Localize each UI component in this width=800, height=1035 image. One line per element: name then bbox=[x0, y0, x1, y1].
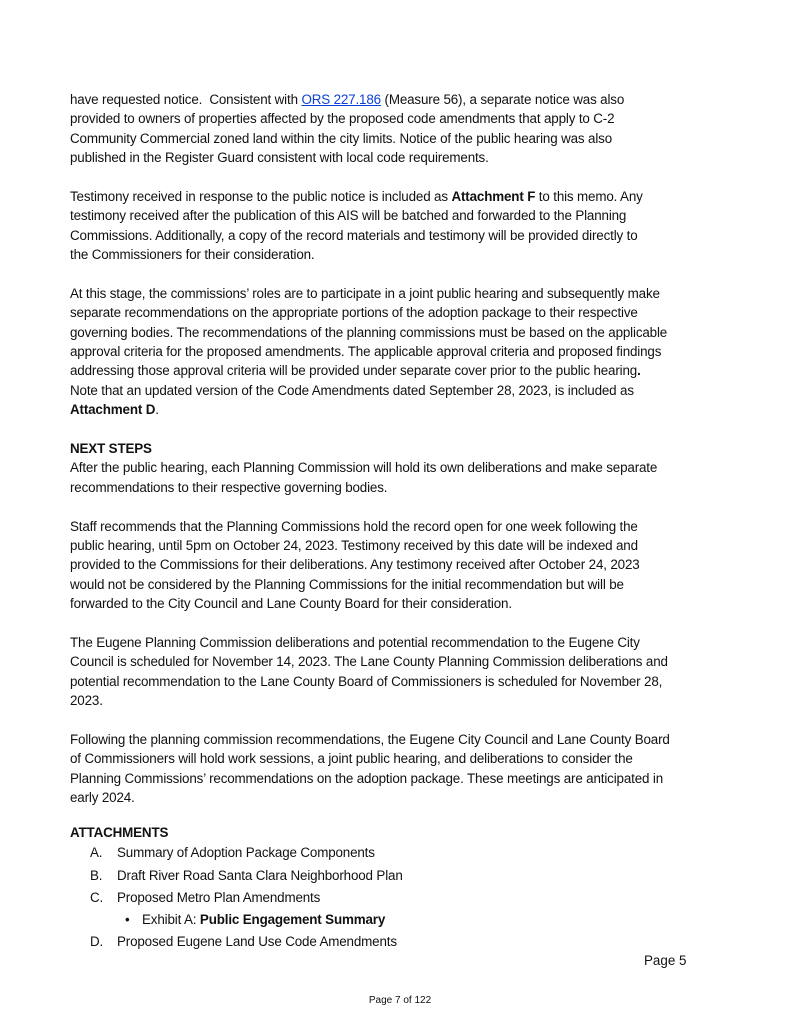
exhibit-label: Exhibit A: bbox=[142, 911, 200, 927]
paragraph-gap bbox=[70, 265, 750, 284]
text-span: potential recommendation to the Lane County Board of Commissioners is scheduled for November 28, bbox=[70, 673, 663, 689]
text-line bbox=[70, 730, 750, 749]
bold-text: Attachment F bbox=[451, 188, 536, 204]
text-span: provided to the Commissions for their deliberations. Any testimony received after October 24, 2023 bbox=[70, 557, 640, 573]
text-span: would not be considered by the Planning Commissions for the initial recommendation but will be bbox=[70, 576, 624, 592]
attachment-exhibit bbox=[70, 909, 403, 931]
text-line bbox=[70, 400, 750, 419]
paragraph-gap bbox=[70, 168, 750, 187]
attachment-letter: D. bbox=[90, 934, 104, 950]
text-line bbox=[70, 788, 750, 807]
paragraph bbox=[70, 633, 750, 711]
attachment-item bbox=[70, 865, 403, 887]
attachment-title: Proposed Metro Plan Amendments bbox=[117, 889, 321, 905]
text-span: 2023. bbox=[70, 693, 103, 709]
exhibit-title: Public Engagement Summary bbox=[199, 911, 386, 927]
text-span: forwarded to the City Council and Lane County Board for their consideration. bbox=[70, 596, 512, 612]
attachment-title: Summary of Adoption Package Components bbox=[117, 845, 375, 861]
text-line bbox=[70, 691, 750, 710]
memo-body bbox=[70, 90, 750, 807]
ors-link[interactable]: ORS 227.186 bbox=[301, 92, 381, 107]
text-span: testimony received after the publication of this AIS will be batched and forwarded to the Planning bbox=[70, 208, 627, 224]
text-line bbox=[70, 90, 750, 109]
bold-text: . bbox=[637, 363, 641, 379]
text-line bbox=[70, 148, 750, 167]
text-line bbox=[70, 284, 750, 303]
text-span: Following the planning commission recommendations, the Eugene City Council and Lane County Board bbox=[70, 731, 670, 747]
text-span: separate recommendations on the appropriate portions of the adoption package to their respective bbox=[70, 305, 638, 321]
attachment-title: Proposed Eugene Land Use Code Amendments bbox=[117, 934, 397, 950]
paragraph bbox=[70, 284, 750, 420]
text-line bbox=[70, 245, 750, 264]
text-line bbox=[70, 206, 750, 225]
paragraph bbox=[70, 439, 750, 497]
text-line bbox=[70, 517, 750, 536]
bold-text: Attachment D bbox=[70, 402, 156, 418]
text-line bbox=[70, 439, 750, 458]
text-span: Planning Commissions’ recommendations on the adoption package. These meetings are anticipated in bbox=[70, 770, 663, 786]
text-line bbox=[70, 633, 750, 652]
text-span: Community Commercial zoned land within the city limits. Notice of the public hearing was also bbox=[70, 130, 612, 146]
text-line bbox=[70, 129, 750, 148]
text-span: public hearing, until 5pm on October 24, 2023. Testimony received by this date will be indexed and bbox=[70, 537, 638, 553]
text-span: of Commissioners will hold work sessions, a joint public hearing, and deliberations to consider the bbox=[70, 751, 633, 767]
text-span: Testimony received in response to the public notice is included as bbox=[70, 188, 452, 204]
text-span: provided to owners of properties affected by the proposed code amendments that apply to C-2 bbox=[70, 111, 615, 127]
text-span: to this memo. Any bbox=[535, 188, 643, 204]
text-span: early 2024. bbox=[70, 790, 135, 806]
attachment-item bbox=[70, 842, 403, 864]
text-span: addressing those approval criteria will be provided under separate cover prior to the public hearing bbox=[70, 363, 638, 379]
text-line bbox=[70, 109, 750, 128]
attachments-list bbox=[70, 842, 403, 953]
attachment-title: Draft River Road Santa Clara Neighborhood Plan bbox=[117, 867, 403, 883]
text-line bbox=[70, 536, 750, 555]
text-line bbox=[70, 342, 750, 361]
text-line bbox=[70, 361, 750, 380]
paragraph bbox=[70, 730, 750, 808]
text-line bbox=[70, 226, 750, 245]
pdf-page-footer: Page 7 of 122 bbox=[368, 995, 432, 1006]
text-span: Council is scheduled for November 14, 2023. The Lane County Planning Commission deliberations and bbox=[70, 654, 668, 670]
bullet-icon: • bbox=[125, 911, 130, 927]
text-line bbox=[70, 575, 750, 594]
text-span: . bbox=[155, 402, 159, 418]
text-line bbox=[70, 303, 750, 322]
text-line bbox=[70, 323, 750, 342]
text-span: At this stage, the commissions’ roles are to participate in a joint public hearing and subsequently make bbox=[70, 285, 660, 301]
text-span: published in the Register Guard consistent with local code requirements. bbox=[70, 150, 489, 166]
text-span: recommendations to their respective governing bodies. bbox=[70, 479, 388, 495]
text-span: the Commissioners for their consideration. bbox=[70, 247, 315, 263]
paragraph bbox=[70, 90, 750, 168]
attachment-item bbox=[70, 887, 403, 909]
text-span: (Measure 56), a separate notice was also bbox=[380, 92, 625, 107]
text-line bbox=[70, 652, 750, 671]
text-line bbox=[70, 769, 750, 788]
text-span: governing bodies. The recommendations of the planning commissions must be based on the applicable bbox=[70, 324, 668, 340]
paragraph bbox=[70, 187, 750, 265]
text-span: After the public hearing, each Planning Commission will hold its own deliberations and make separate bbox=[70, 460, 658, 476]
text-line bbox=[70, 594, 750, 613]
paragraph-gap bbox=[70, 420, 750, 439]
text-line bbox=[70, 672, 750, 691]
text-span: Note that an updated version of the Code Amendments dated September 28, 2023, is included as bbox=[70, 382, 634, 398]
text-line bbox=[70, 187, 750, 206]
text-span: have requested notice. Consistent with bbox=[70, 92, 302, 107]
text-span: Commissions. Additionally, a copy of the record materials and testimony will be provided directly to bbox=[70, 227, 638, 243]
attachments-heading: ATTACHMENTS bbox=[70, 825, 169, 840]
text-span: approval criteria for the proposed amendments. The applicable approval criteria and proposed findings bbox=[70, 344, 662, 360]
text-span: Staff recommends that the Planning Commissions hold the record open for one week following the bbox=[70, 518, 638, 534]
attachment-item bbox=[70, 931, 403, 953]
text-line bbox=[70, 458, 750, 477]
attachment-letter: A. bbox=[90, 845, 103, 861]
text-line bbox=[70, 749, 750, 768]
attachment-letter: B. bbox=[90, 867, 103, 883]
text-line bbox=[70, 381, 750, 400]
text-line bbox=[70, 478, 750, 497]
paragraph-gap bbox=[70, 614, 750, 633]
paragraph-gap bbox=[70, 497, 750, 516]
attachments-section bbox=[70, 823, 403, 953]
attachment-letter: C. bbox=[90, 889, 104, 905]
page-label: Page 5 bbox=[644, 953, 687, 968]
bold-text: NEXT STEPS bbox=[70, 441, 152, 457]
paragraph-gap bbox=[70, 711, 750, 730]
text-span: The Eugene Planning Commission deliberations and potential recommendation to the Eugene City bbox=[70, 634, 640, 650]
paragraph bbox=[70, 517, 750, 614]
text-line bbox=[70, 555, 750, 574]
